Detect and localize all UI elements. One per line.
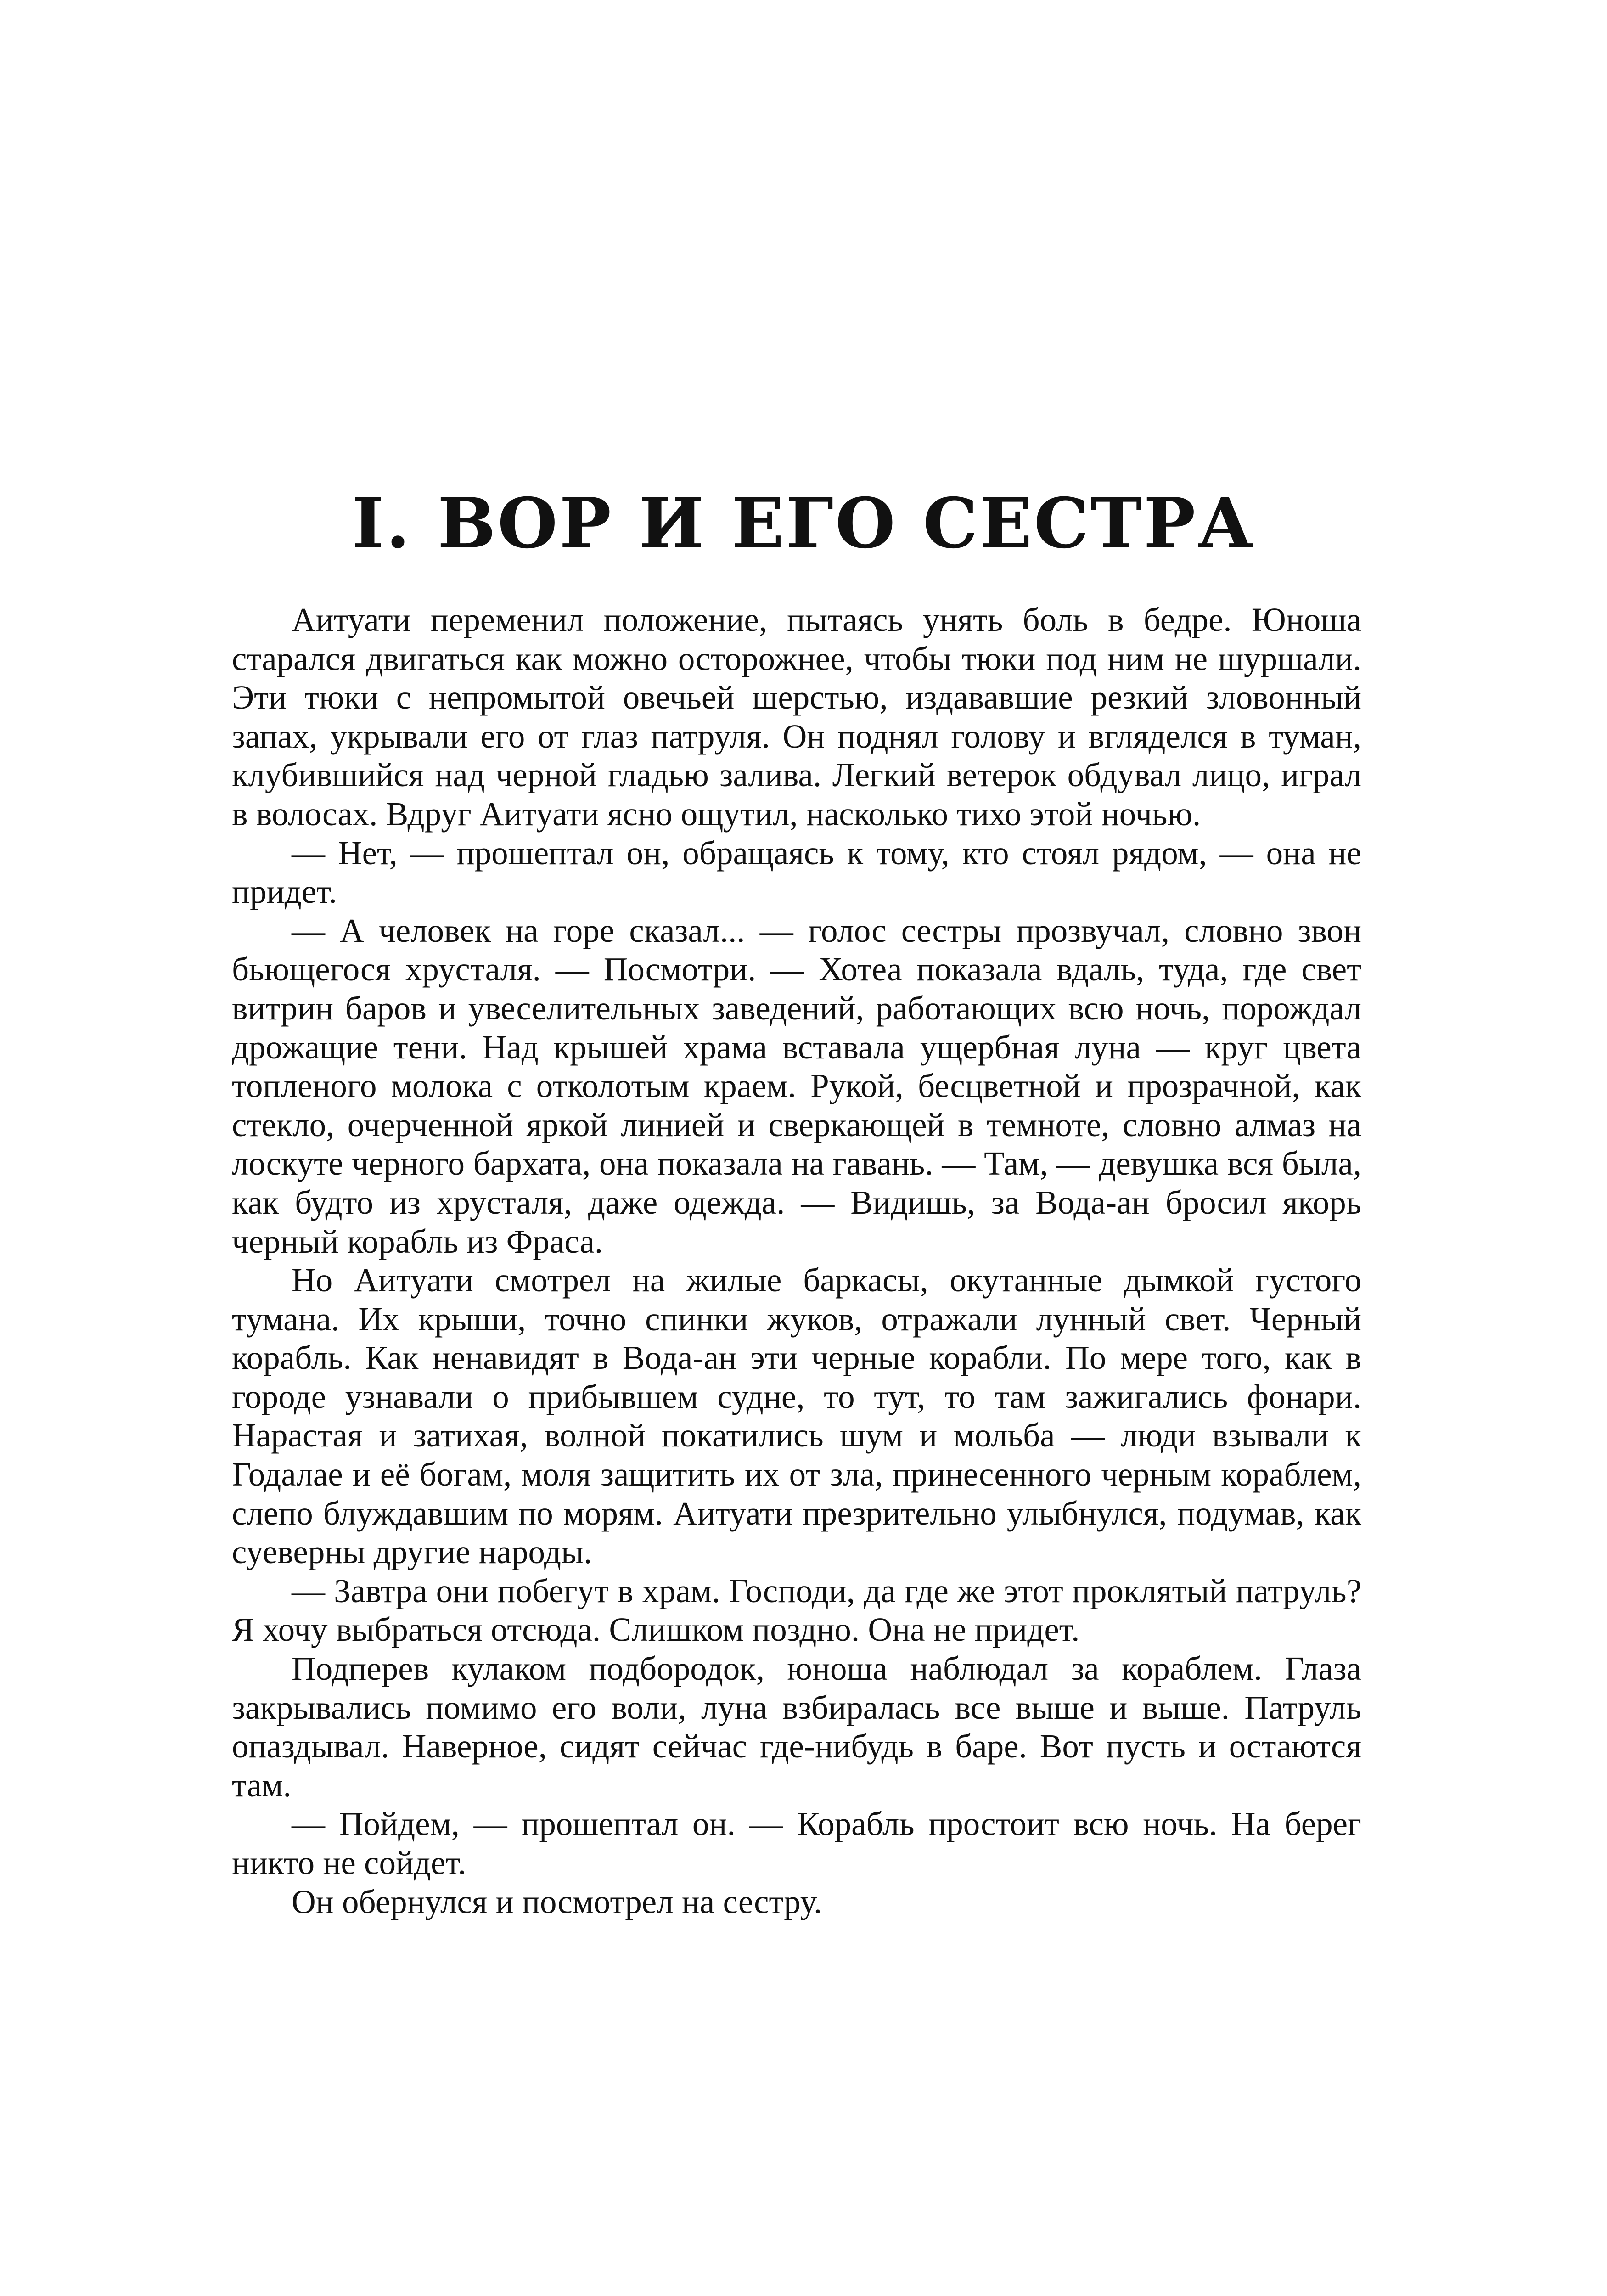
paragraph: Он обернулся и посмотрел на сестру. bbox=[292, 1883, 822, 1920]
paragraph: — Нет, — прошептал он, обращаясь к тому, кто стоял рядом, — она не придет. bbox=[232, 834, 1361, 911]
paragraph: — А человек на горе сказал... — голос сестры прозвучал, словно звон бьющегося хрусталя. — Посмотри. — Хотеа показала вдаль, туда, где свет витрин баров и увеселительных заведений, работающих всю ночь, порождал дрожащие тени. Над крышей храма вставала ущербная луна — круг цвета топленого молока с отколотым краем. Рукой, бесцветной и прозрачной, как стекло, очерченной яркой линией и сверкающей в темноте, словно алмаз на лоскуте черного бархата, она показала на гавань. — Там, — девушка вся была, как будто из хрусталя, даже одежда. — Видишь, за Вода-ан бросил якорь черный корабль из Фраса. bbox=[232, 912, 1361, 1260]
paragraph: — Завтра они побегут в храм. Господи, да где же этот проклятый патруль? Я хочу выбраться отсюда. Слишком поздно. Она не придет. bbox=[232, 1572, 1361, 1649]
chapter-body bbox=[232, 601, 1361, 1921]
paragraph: Подперев кулаком подбородок, юноша наблюдал за кораблем. Глаза закрывались помимо его воли, луна взбиралась все выше и выше. Патруль опаздывал. Наверное, сидят сейчас где-нибудь в баре. Вот пусть и остаются там. bbox=[232, 1650, 1361, 1804]
paragraph: Но Аитуати смотрел на жилые баркасы, окутанные дымкой густого тумана. Их крыши, точно спинки жуков, отражали лунный свет. Черный корабль. Как ненавидят в Вода-ан эти черные корабли. По мере того, как в городе узнавали о прибывшем судне, то тут, то там зажигались фонари. Нарастая и затихая, волной покатились шум и мольба — люди взывали к Годалае и её богам, моля защитить их от зла, принесенного черным кораблем, слепо блуждавшим по морям. Аитуати презрительно улыбнулся, подумав, как суеверны другие народы. bbox=[232, 1261, 1361, 1571]
chapter-title: I. ВОР И ЕГО СЕСТРА bbox=[352, 483, 1255, 564]
paragraph: Аитуати переменил положение, пытаясь унять боль в бедре. Юноша старался двигаться как можно осторожнее, чтобы тюки под ним не шуршали. Эти тюки с непромытой овечьей шерстью, издававшие резкий зловонный запах, укрывали его от глаз патруля. Он поднял голову и вгляделся в туман, клубившийся над черной гладью залива. Легкий ветерок обдувал лицо, играл в волосах. Вдруг Аитуати ясно ощутил, насколько тихо этой ночью. bbox=[232, 601, 1361, 833]
paragraph: — Пойдем, — прошептал он. — Корабль простоит всю ночь. На берег никто не сойдет. bbox=[232, 1805, 1361, 1881]
